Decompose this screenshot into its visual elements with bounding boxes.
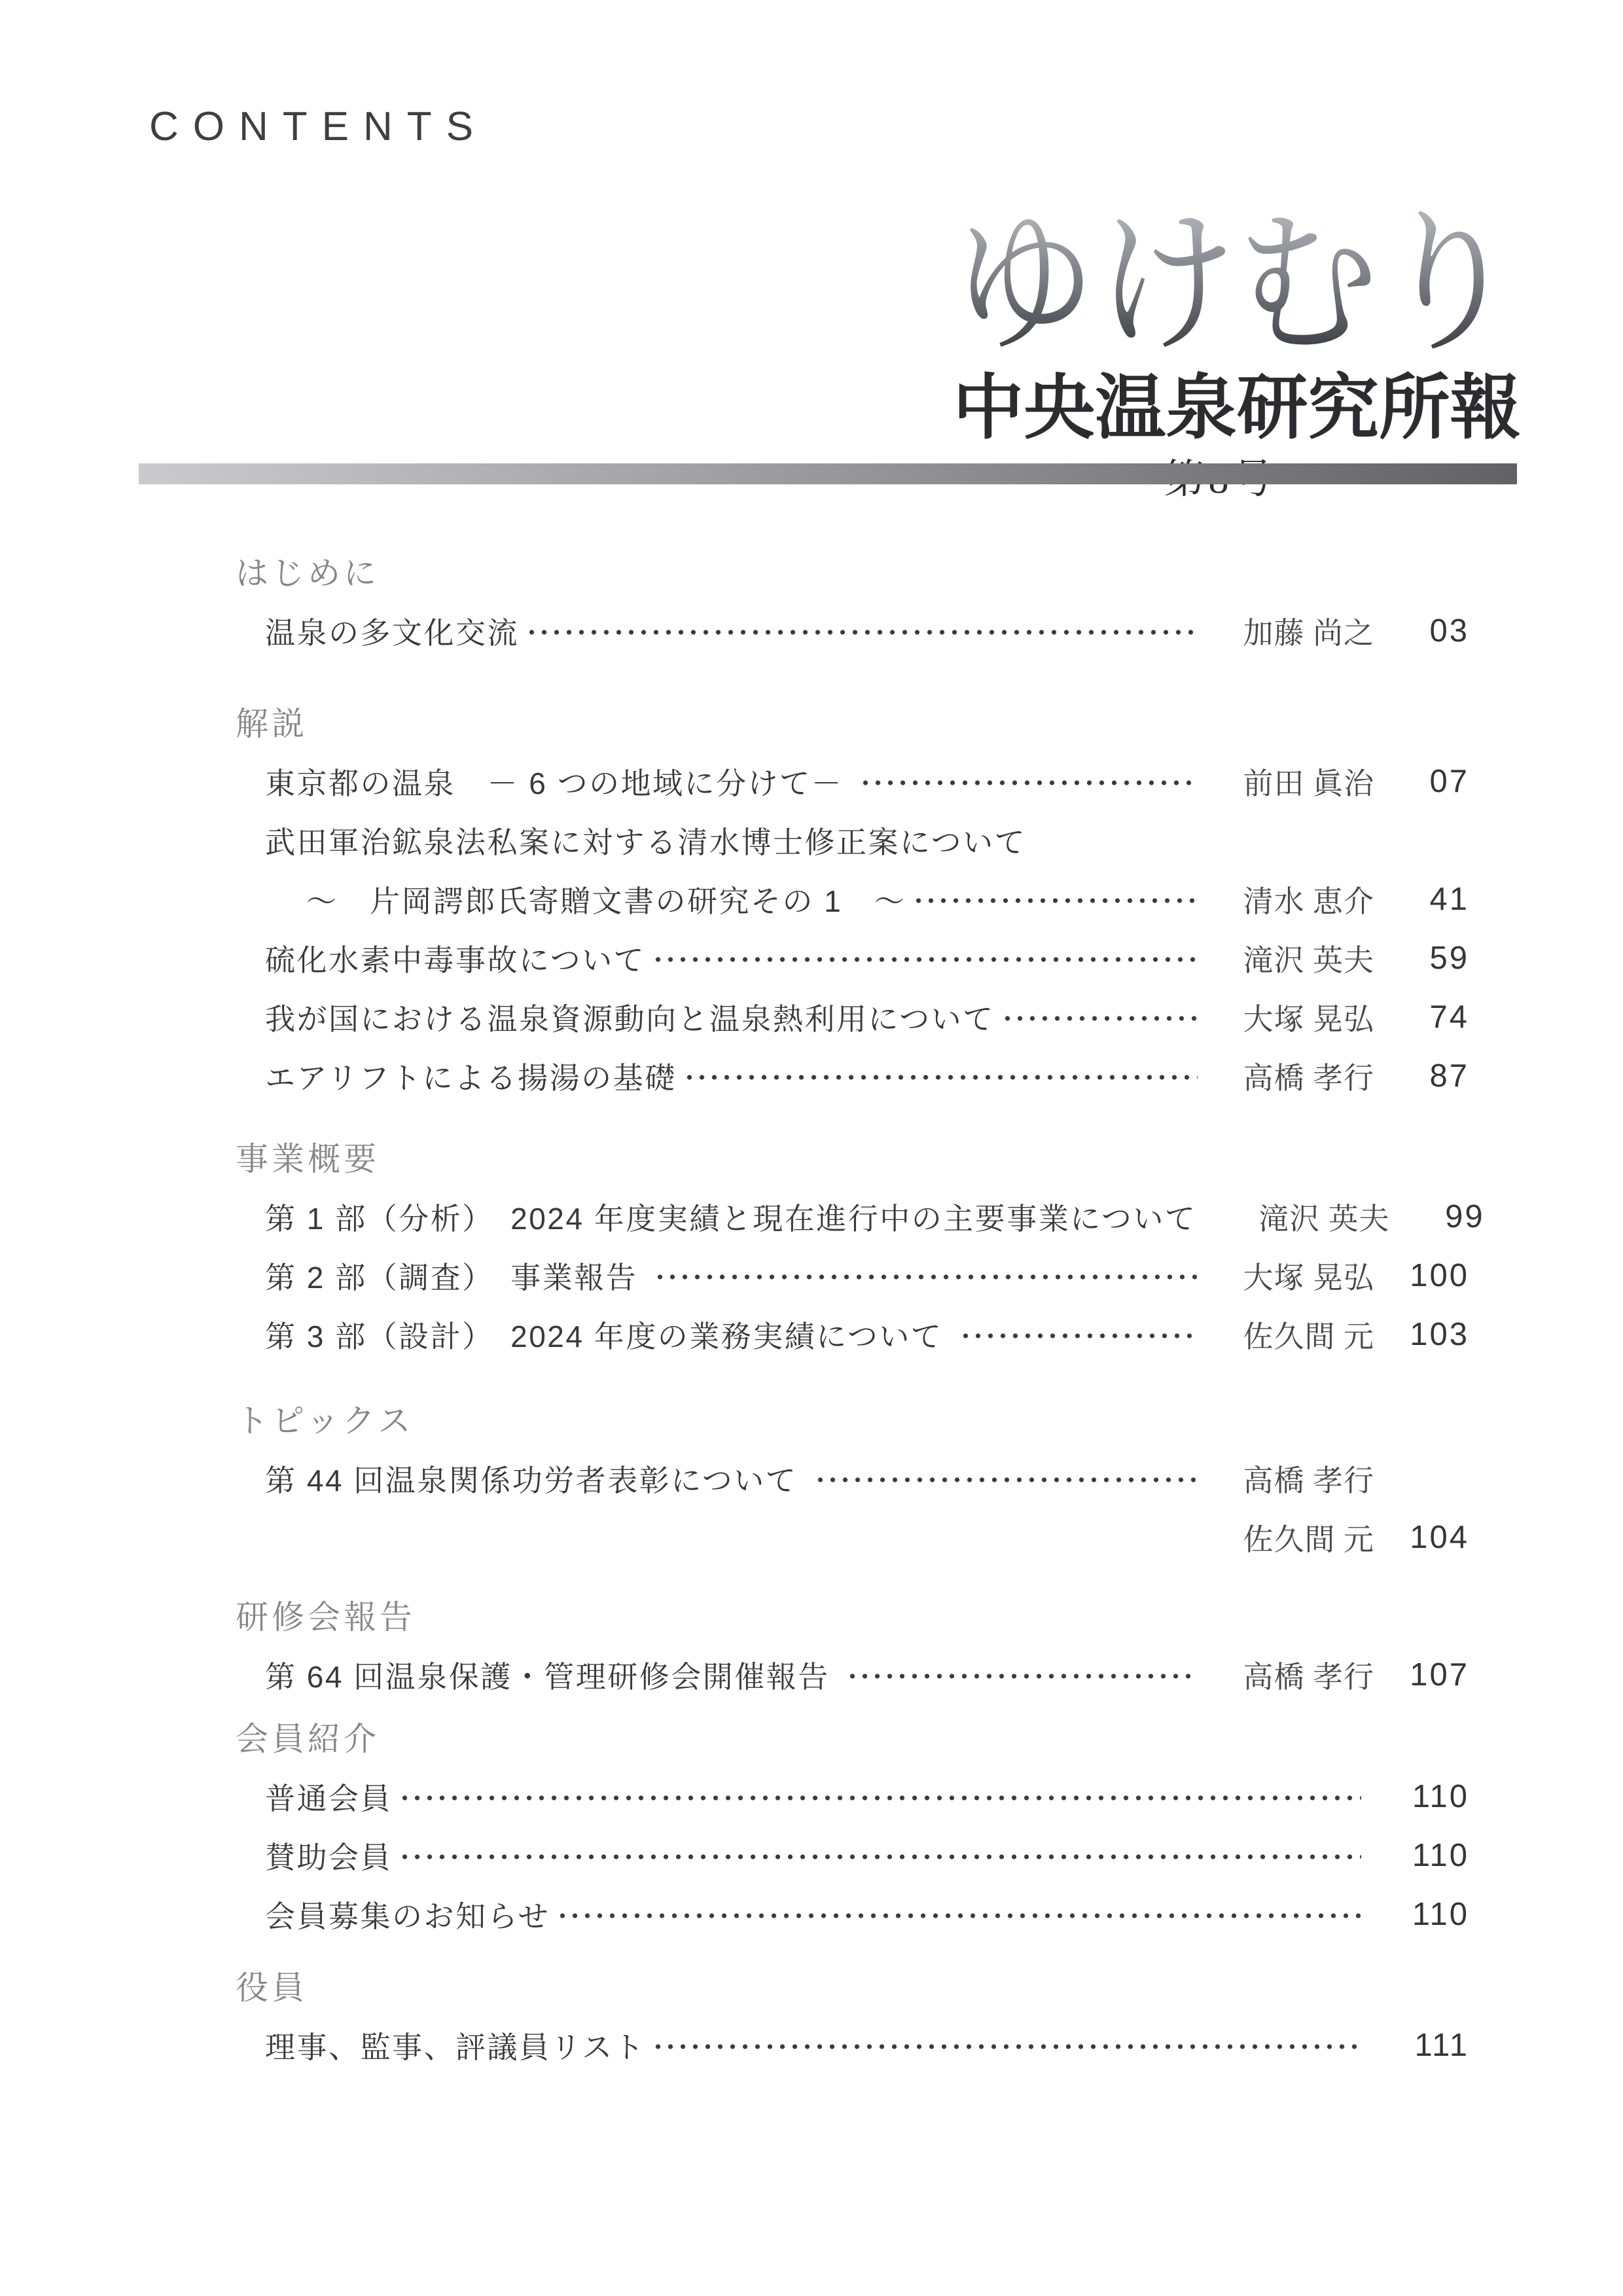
toc-entry-title: 第 64 回温泉保護・管理研修会開催報告	[265, 1660, 840, 1694]
toc-entry-title: 第 1 部（分析） 2024 年度実績と現在進行中の主要事業について	[265, 1202, 1207, 1236]
toc-entry-page: 110	[1412, 1838, 1469, 1873]
toc-entry-title: 硫化水素中毒事故について	[265, 943, 646, 977]
toc-entry-author: 前田 眞治	[1243, 767, 1374, 800]
toc-entry-author: 高橋 孝行	[1243, 1660, 1374, 1694]
dot-leader	[814, 1475, 1198, 1484]
toc-entry-author: 佐久間 元	[1243, 1523, 1374, 1556]
toc-entry-author: 清水 恵介	[1243, 885, 1374, 918]
dot-leader	[652, 2042, 1361, 2051]
toc-entry-author: 高橋 孝行	[1243, 1464, 1374, 1498]
toc-entry-author: 高橋 孝行	[1243, 1062, 1374, 1095]
toc-section	[236, 1967, 1469, 2075]
toc-entry-page: 59	[1429, 941, 1469, 976]
toc-section-rows	[236, 1449, 1469, 1567]
toc-row	[236, 988, 1469, 1047]
toc-entry-author: 加藤 尚之	[1243, 617, 1374, 650]
toc-section	[236, 553, 1469, 660]
dot-leader	[912, 896, 1198, 905]
logo-subtitle-text: 中央温泉研究所報	[953, 370, 1521, 445]
toc-row	[236, 1508, 1469, 1567]
journal-logo	[949, 154, 1525, 505]
toc-section-heading: 事業概要	[236, 1141, 380, 1177]
toc-entry-title: 理事、監事、評議員リスト	[265, 2030, 646, 2064]
toc-row	[236, 1767, 1469, 1826]
toc-row	[236, 1449, 1469, 1508]
toc-section	[236, 1597, 1469, 1704]
toc-entry-author: 滝沢 英夫	[1243, 944, 1374, 977]
toc-section-rows	[236, 752, 1469, 1105]
toc-entry-title: 第 3 部（設計） 2024 年度の業務実績について	[265, 1319, 953, 1354]
dot-leader	[399, 1793, 1361, 1803]
toc-entry-author: 滝沢 英夫	[1258, 1202, 1390, 1236]
toc-entry-page: 41	[1429, 882, 1469, 917]
toc-section-heading: はじめに	[236, 555, 380, 592]
toc-section-rows	[236, 601, 1469, 660]
toc-entry-title: 我が国における温泉資源動向と温泉熱利用について	[265, 1002, 995, 1036]
toc-entry-page: 110	[1412, 1779, 1469, 1814]
toc-row	[236, 1885, 1469, 1944]
toc	[236, 553, 1485, 2075]
toc-entry-title: エアリフトによる揚湯の基礎	[265, 1061, 677, 1095]
toc-entry-title: 武田軍治鉱泉法私案に対する清水博士修正案について	[265, 825, 1027, 859]
toc-entry-page: 07	[1429, 764, 1469, 799]
toc-section-heading: 研修会報告	[236, 1599, 416, 1636]
toc-entry-page: 100	[1410, 1258, 1469, 1293]
dot-leader	[959, 1331, 1198, 1340]
toc-row	[236, 752, 1469, 811]
toc-row	[236, 1246, 1469, 1305]
dot-leader	[556, 1911, 1361, 1920]
logo-title-text: ゆけむり	[954, 199, 1520, 371]
dot-leader	[654, 1272, 1198, 1282]
toc-section-heading: トピックス	[236, 1403, 414, 1439]
toc-entry-title: 第 44 回温泉関係功労者表彰について	[265, 1463, 808, 1498]
toc-entry-title: ～ 片岡諤郎氏寄贈文書の研究その 1 ～	[306, 884, 906, 918]
toc-entry-page: 99	[1445, 1199, 1485, 1234]
toc-entry-title: 温泉の多文化交流	[265, 616, 519, 650]
toc-entry-page: 87	[1429, 1058, 1469, 1094]
toc-entry-title: 会員募集のお知らせ	[265, 1899, 550, 1933]
toc-entry-author: 佐久間 元	[1243, 1320, 1374, 1354]
toc-entry-title: 賛助会員	[265, 1840, 392, 1874]
toc-row	[236, 811, 1469, 870]
toc-entry-page: 74	[1429, 999, 1469, 1035]
toc-entry-title: 第 2 部（調査） 事業報告	[265, 1261, 648, 1295]
toc-row	[236, 1305, 1469, 1364]
toc-row	[236, 601, 1469, 660]
dot-leader	[399, 1852, 1361, 1861]
dot-leader	[526, 628, 1198, 637]
toc-entry-title: 普通会員	[265, 1782, 392, 1816]
dot-leader	[1001, 1014, 1198, 1023]
dot-leader	[846, 1672, 1198, 1681]
contents-title: CONTENTS	[149, 104, 488, 149]
toc-section	[236, 1401, 1469, 1567]
toc-section-rows	[236, 1187, 1485, 1364]
dot-leader	[859, 778, 1198, 787]
toc-section-heading: 会員紹介	[236, 1721, 380, 1757]
toc-entry-page: 111	[1414, 2028, 1469, 2063]
toc-row	[236, 2016, 1469, 2075]
toc-entry-page: 104	[1410, 1520, 1469, 1555]
dot-leader	[683, 1073, 1198, 1082]
toc-entry-page: 103	[1410, 1317, 1469, 1352]
toc-section	[236, 1719, 1469, 1944]
toc-section-heading: 解説	[236, 706, 308, 742]
toc-row	[236, 1645, 1469, 1704]
toc-row	[236, 1187, 1485, 1246]
gradient-divider-bar	[139, 463, 1517, 484]
toc-section	[236, 1139, 1485, 1364]
toc-section-heading: 役員	[236, 1969, 308, 2006]
toc-row	[236, 1047, 1469, 1105]
toc-entry-page: 110	[1412, 1897, 1469, 1932]
toc-entry-author: 大塚 晃弘	[1243, 1003, 1374, 1036]
toc-section	[236, 704, 1469, 1105]
toc-row	[236, 929, 1469, 988]
toc-entry-title: 東京都の温泉 － 6 つの地域に分けて－	[265, 766, 853, 800]
toc-section-rows	[236, 1767, 1469, 1944]
toc-row	[236, 870, 1469, 929]
toc-row	[236, 1826, 1469, 1885]
dot-leader	[652, 955, 1198, 964]
toc-entry-author: 大塚 晃弘	[1243, 1261, 1374, 1295]
toc-section-rows	[236, 2016, 1469, 2075]
toc-section-rows	[236, 1645, 1469, 1704]
toc-entry-page: 107	[1410, 1657, 1469, 1693]
journal-logo-art	[949, 154, 1525, 445]
toc-entry-page: 03	[1429, 613, 1469, 649]
